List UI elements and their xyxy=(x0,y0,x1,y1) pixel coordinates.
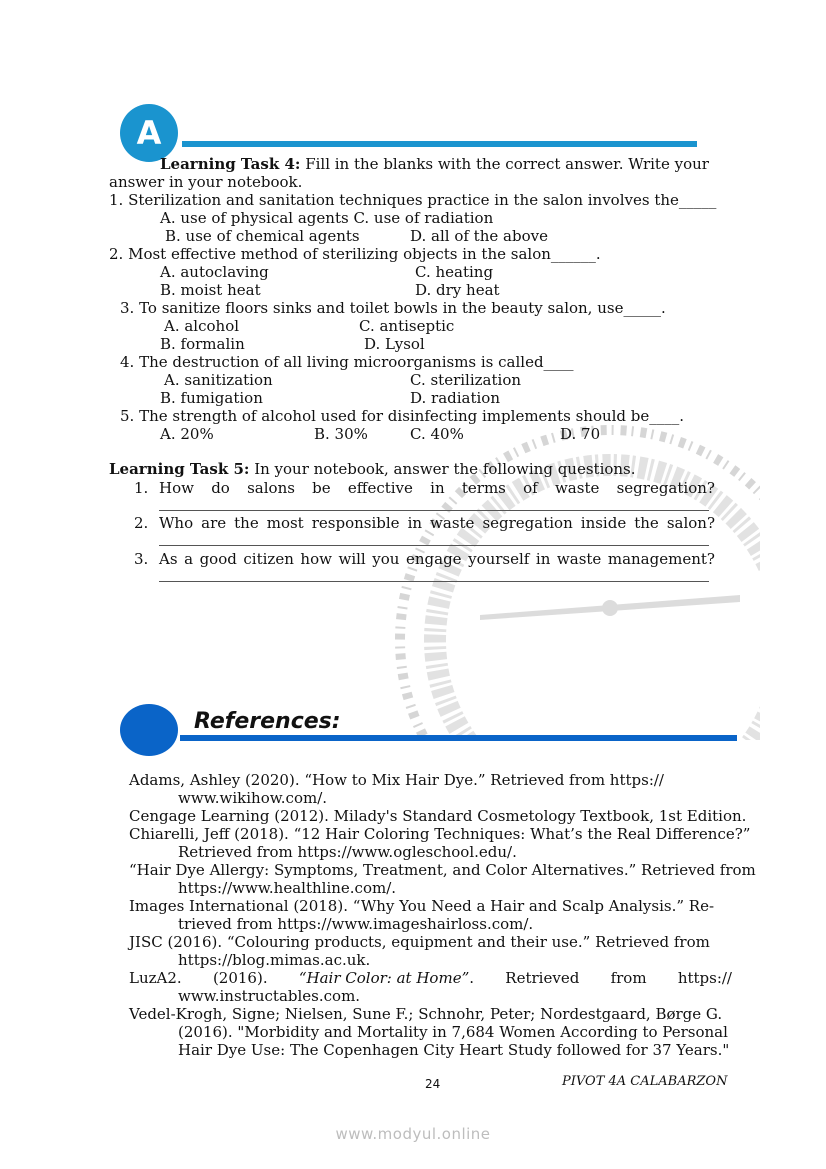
q4-option-c: C. sterilization xyxy=(410,371,522,389)
question-3: 3. To sanitize floors sinks and toilet bowls in the beauty salon, use_____. xyxy=(120,299,666,317)
reference-6-line1: JISC (2016). “Colouring products, equipment and their use.” Retrieved from xyxy=(129,933,710,951)
q3-option-b: B. formalin xyxy=(160,335,245,353)
reference-1-line2: www.wikihow.com/. xyxy=(178,789,328,807)
question-word: in xyxy=(535,550,551,568)
task5-item-1-text xyxy=(159,479,715,497)
website-watermark: www.modyul.online xyxy=(335,1125,491,1143)
reference-1-line1: Adams, Ashley (2020). “How to Mix Hair Dye.” Retrieved from https:// xyxy=(129,771,664,789)
question-word: management? xyxy=(607,550,715,568)
question-word: salons xyxy=(247,479,295,497)
question-word: the xyxy=(634,514,659,532)
q1-option-d: D. all of the above xyxy=(410,227,548,245)
q3-option-a: A. alcohol xyxy=(164,317,240,335)
q2-option-c: C. heating xyxy=(415,263,494,281)
task5-instruction xyxy=(109,460,636,478)
question-word: effective xyxy=(347,479,413,497)
ref7-title-italic: “Hair Color: at Home” xyxy=(298,969,470,987)
q5-option-b: B. 30% xyxy=(314,425,368,443)
page-number: 24 xyxy=(425,1077,441,1091)
q5-option-c: C. 40% xyxy=(410,425,464,443)
question-word: salon? xyxy=(666,514,715,532)
reference-4-line1: “Hair Dye Allergy: Symptoms, Treatment, and Color Alternatives.” Retrieved from xyxy=(129,861,756,879)
reference-7-line2: www.instructables.com. xyxy=(178,987,361,1005)
question-2: 2. Most effective method of sterilizing objects in the salon______. xyxy=(109,245,601,263)
question-word: the xyxy=(234,514,259,532)
question-word: segregation xyxy=(482,514,573,532)
task5-item-1-number: 1. xyxy=(134,479,149,497)
reference-7-line1 xyxy=(129,969,732,987)
reference-6-line2: https://blog.mimas.ac.uk. xyxy=(178,951,371,969)
reference-3-line1: Chiarelli, Jeff (2018). “12 Hair Coloring Techniques: What’s the Real Difference?” xyxy=(129,825,751,843)
question-word: do xyxy=(211,479,230,497)
q2-option-d: D. dry heat xyxy=(415,281,500,299)
question-word: of xyxy=(523,479,538,497)
question-word: you xyxy=(372,550,400,568)
task4-instruction-line2: answer in your notebook. xyxy=(109,173,303,191)
question-word: are xyxy=(201,514,227,532)
q2-option-b: B. moist heat xyxy=(160,281,261,299)
question-word: be xyxy=(312,479,331,497)
ref7-title xyxy=(299,969,474,987)
question-word: waste xyxy=(554,479,600,497)
ref7-year: (2016). xyxy=(212,969,268,987)
question-word: inside xyxy=(580,514,627,532)
section-a-badge: A xyxy=(120,104,178,162)
answer-line-2 xyxy=(159,545,709,546)
question-word: waste xyxy=(430,514,475,532)
question-word: in xyxy=(430,479,445,497)
q3-option-c: C. antiseptic xyxy=(359,317,455,335)
question-word: yourself xyxy=(468,550,530,568)
question-word: most xyxy=(266,514,304,532)
q4-option-d: D. radiation xyxy=(410,389,500,407)
q1-option-b: B. use of chemical agents xyxy=(165,227,360,245)
reference-4-line2: https://www.healthline.com/. xyxy=(178,879,397,897)
task4-instruction-line1 xyxy=(160,155,709,173)
question-word: good xyxy=(199,550,237,568)
references-title: References: xyxy=(194,709,341,734)
question-word: engage xyxy=(405,550,462,568)
q4-option-a: A. sanitization xyxy=(164,371,273,389)
ref7-retrieved: Retrieved xyxy=(505,969,580,987)
question-word: terms xyxy=(461,479,506,497)
question-word: Who xyxy=(159,514,194,532)
question-word: in xyxy=(407,514,423,532)
task5-instruction-text: In your notebook, answer the following questions. xyxy=(249,460,636,478)
q1-options-row1: A. use of physical agents C. use of radiation xyxy=(160,209,494,227)
task4-label: Learning Task 4: xyxy=(160,155,301,173)
reference-8-line3: Hair Dye Use: The Copenhagen City Heart Study followed for 37 Years." xyxy=(178,1041,730,1059)
q3-option-d: D. Lysol xyxy=(364,335,425,353)
answer-line-3 xyxy=(159,581,709,582)
task5-item-3-text xyxy=(159,550,715,568)
references-bar xyxy=(180,735,737,741)
reference-5-line2: trieved from https://www.imageshairloss.com/. xyxy=(178,915,534,933)
question-word: responsible xyxy=(311,514,400,532)
question-word: a xyxy=(184,550,194,568)
reference-2-line1: Cengage Learning (2012). Milady's Standard Cosmetology Textbook, 1st Edition. xyxy=(129,807,747,825)
question-1: 1. Sterilization and sanitation techniques practice in the salon involves the_____ xyxy=(109,191,717,209)
task4-instruction-text: Fill in the blanks with the correct answer. Write your xyxy=(300,155,709,173)
question-5: 5. The strength of alcohol used for disinfecting implements should be____. xyxy=(120,407,685,425)
q2-option-a: A. autoclaving xyxy=(160,263,269,281)
question-word: waste xyxy=(556,550,602,568)
reference-8-line1: Vedel-Krogh, Signe; Nielsen, Sune F.; Schnohr, Peter; Nordestgaard, Børge G. xyxy=(129,1005,723,1023)
reference-5-line1: Images International (2018). “Why You Need a Hair and Scalp Analysis.” Re- xyxy=(129,897,715,915)
ref7-author: LuzA2. xyxy=(129,969,182,987)
task5-item-3-number: 3. xyxy=(134,550,149,568)
question-4: 4. The destruction of all living microorganisms is called____ xyxy=(120,353,574,371)
task5-item-2-text xyxy=(159,514,715,532)
q5-option-d: D. 70 xyxy=(560,425,601,443)
q5-option-a: A. 20% xyxy=(160,425,214,443)
question-word: segregation? xyxy=(616,479,715,497)
question-word: How xyxy=(159,479,194,497)
reference-3-line2: Retrieved from https://www.ogleschool.edu/. xyxy=(178,843,517,861)
question-word: citizen xyxy=(243,550,294,568)
question-word: As xyxy=(159,550,178,568)
footer-pivot-label: PIVOT 4A CALABARZON xyxy=(562,1074,728,1089)
ref7-from: from xyxy=(610,969,647,987)
section-a-bar xyxy=(182,141,697,147)
question-word: how xyxy=(300,550,332,568)
task5-label: Learning Task 5: xyxy=(109,460,250,478)
question-word: will xyxy=(338,550,366,568)
reference-8-line2: (2016). "Morbidity and Mortality in 7,684 Women According to Personal xyxy=(178,1023,728,1041)
ref7-title-period: . xyxy=(469,969,475,987)
ref7-https: https:// xyxy=(677,969,732,987)
task5-item-2-number: 2. xyxy=(134,514,149,532)
answer-line-1 xyxy=(159,510,709,511)
q4-option-b: B. fumigation xyxy=(160,389,263,407)
references-badge xyxy=(120,704,178,756)
